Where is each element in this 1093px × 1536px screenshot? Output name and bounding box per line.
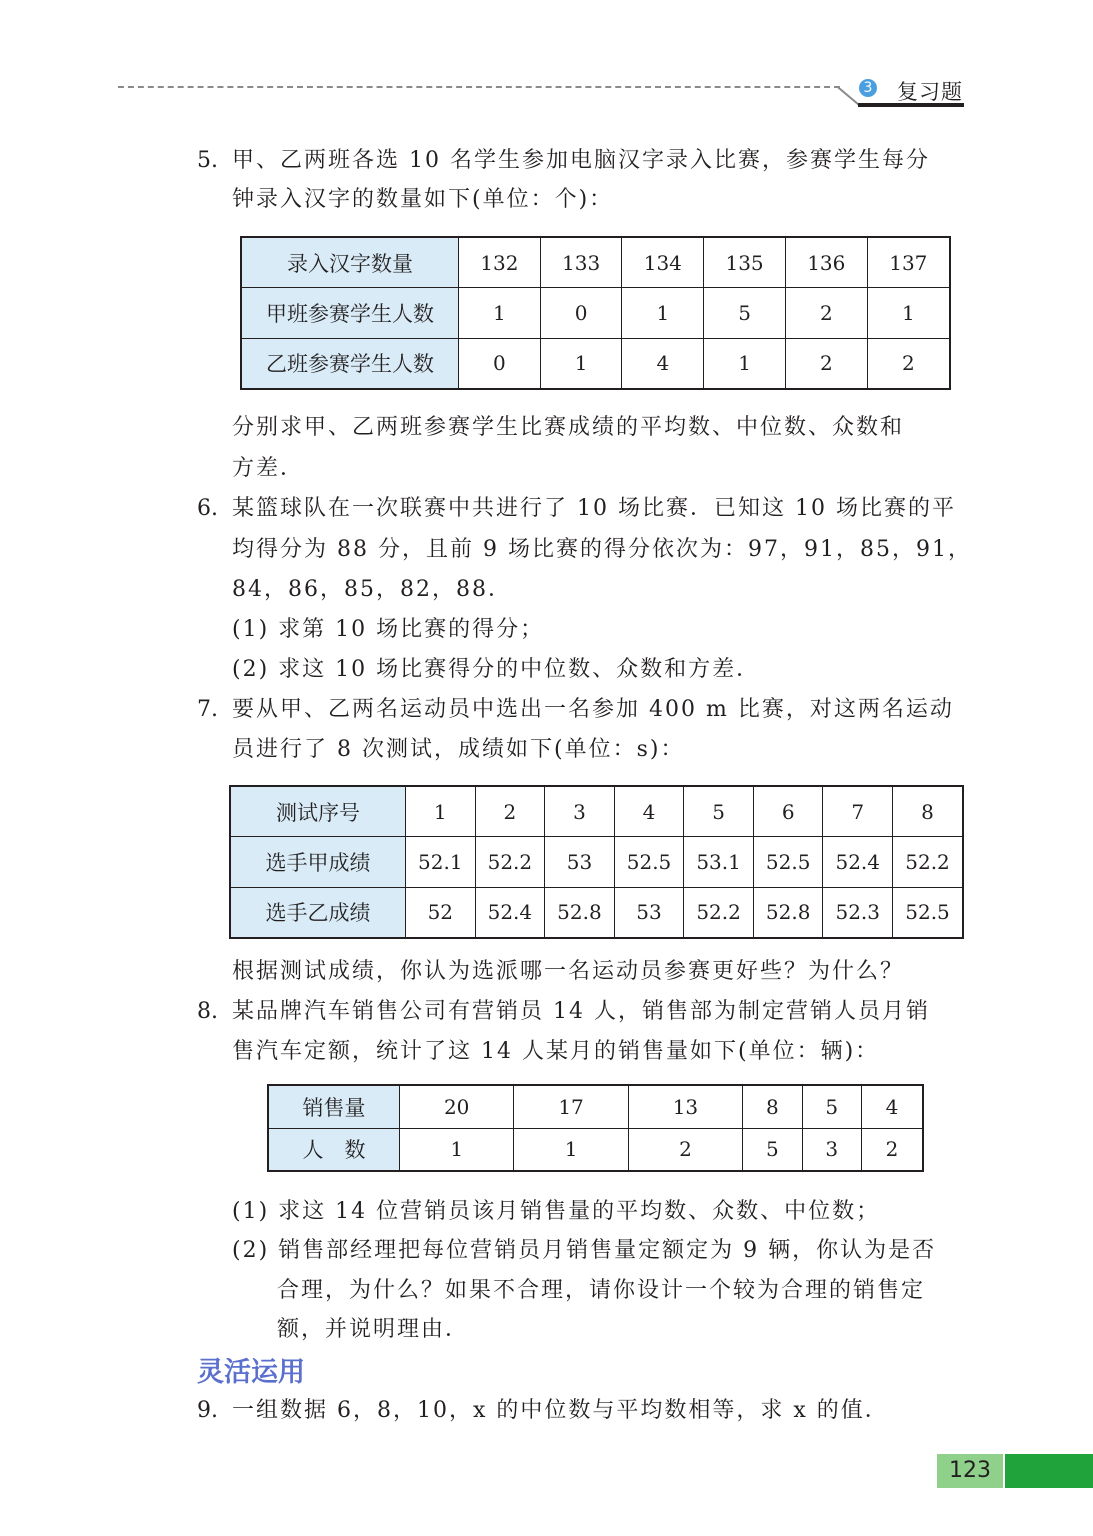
table-cell: 8 <box>743 1085 802 1128</box>
table-cell: 52.4 <box>475 887 545 938</box>
q5-table <box>240 236 951 390</box>
table-header-cell: 人 数 <box>268 1128 400 1171</box>
q6-line-1: 某篮球队在一次联赛中共进行了 10 场比赛．已知这 10 场比赛的平 <box>232 496 956 521</box>
table-cell: 52.3 <box>823 887 893 938</box>
table-cell: 52.5 <box>614 837 684 887</box>
q8-line-1: 某品牌汽车销售公司有营销员 14 人，销售部为制定营销人员月销 <box>232 999 930 1024</box>
table-cell: 53.1 <box>684 837 754 887</box>
table-cell: 133 <box>540 237 622 288</box>
table-cell: 20 <box>400 1085 514 1128</box>
table-header-cell: 选手甲成绩 <box>230 837 406 887</box>
q8-number: 8. <box>197 999 218 1024</box>
table-cell: 5 <box>704 288 786 338</box>
table-cell: 1 <box>704 338 786 389</box>
table-row <box>230 786 963 837</box>
table-cell: 3 <box>545 786 615 837</box>
table-cell: 5 <box>684 786 754 837</box>
table-cell: 2 <box>861 1128 923 1171</box>
table-cell: 2 <box>785 338 867 389</box>
table-header-cell: 录入汉字数量 <box>241 237 459 288</box>
q6-sub-2: (2) 求这 10 场比赛得分的中位数、众数和方差． <box>232 657 761 682</box>
table-cell: 53 <box>614 887 684 938</box>
q5-after-line-1: 分别求甲、乙两班参赛学生比赛成绩的平均数、中位数、众数和 <box>232 415 905 440</box>
table-cell: 52.2 <box>475 837 545 887</box>
q7-line-2: 员进行了 8 次测试，成绩如下(单位：s)： <box>232 737 685 762</box>
table-cell: 1 <box>622 288 704 338</box>
table-header-cell: 选手乙成绩 <box>230 887 406 938</box>
table-cell: 2 <box>475 786 545 837</box>
table-cell: 1 <box>406 786 476 837</box>
table-row <box>230 837 963 887</box>
table-cell: 53 <box>545 837 615 887</box>
table-row <box>230 887 963 938</box>
table-cell: 52 <box>406 887 476 938</box>
table-row <box>268 1128 923 1171</box>
table-row <box>241 338 950 389</box>
table-header-cell: 乙班参赛学生人数 <box>241 338 459 389</box>
table-cell: 4 <box>861 1085 923 1128</box>
table-cell: 7 <box>823 786 893 837</box>
q7-after: 根据测试成绩，你认为选派哪一名运动员参赛更好些？为什么？ <box>232 959 905 984</box>
table-cell: 52.2 <box>893 837 963 887</box>
table-cell: 1 <box>867 288 950 338</box>
q8-sub-2-line-1: (2) 销售部经理把每位营销员月销售量定额定为 9 辆，你认为是否 <box>232 1238 937 1263</box>
q6-line-3: 84，86，85，82，88． <box>232 577 512 602</box>
chapter-number-badge: 3 <box>859 79 877 97</box>
page-number: 123 <box>937 1454 1003 1488</box>
table-header-cell: 甲班参赛学生人数 <box>241 288 459 338</box>
table-cell: 52.8 <box>753 887 823 938</box>
table-cell: 132 <box>459 237 541 288</box>
table-cell: 1 <box>400 1128 514 1171</box>
table-cell: 5 <box>802 1085 861 1128</box>
table-cell: 1 <box>540 338 622 389</box>
table-cell: 6 <box>753 786 823 837</box>
table-cell: 1 <box>514 1128 628 1171</box>
table-cell: 52.4 <box>823 837 893 887</box>
q8-sub-2-line-2: 合理，为什么？如果不合理，请你设计一个较为合理的销售定 <box>277 1278 926 1303</box>
table-cell: 136 <box>785 237 867 288</box>
table-cell: 4 <box>622 338 704 389</box>
q6-sub-1: (1) 求第 10 场比赛的得分； <box>232 617 545 642</box>
table-cell: 5 <box>743 1128 802 1171</box>
table-cell: 134 <box>622 237 704 288</box>
q6-line-2: 均得分为 88 分，且前 9 场比赛的得分依次为：97，91，85，91， <box>232 537 972 562</box>
table-cell: 4 <box>614 786 684 837</box>
table-row <box>268 1085 923 1128</box>
q8-sub-2-line-3: 额，并说明理由． <box>277 1317 470 1342</box>
q8-sub-1: (1) 求这 14 位营销员该月销售量的平均数、众数、中位数； <box>232 1199 881 1224</box>
table-cell: 17 <box>514 1085 628 1128</box>
q7-table <box>229 785 964 939</box>
table-cell: 8 <box>893 786 963 837</box>
header-rule-slant <box>837 86 860 106</box>
table-header-cell: 销售量 <box>268 1085 400 1128</box>
table-cell: 135 <box>704 237 786 288</box>
q8-line-2: 售汽车定额，统计了这 14 人某月的销售量如下(单位：辆)： <box>232 1039 880 1064</box>
q7-line-1: 要从甲、乙两名运动员中选出一名参加 400 m 比赛，对这两名运动 <box>232 697 954 722</box>
table-cell: 2 <box>785 288 867 338</box>
q7-number: 7. <box>197 697 218 722</box>
q5-line-1: 甲、乙两班各选 10 名学生参加电脑汉字录入比赛，参赛学生每分 <box>232 148 930 173</box>
table-cell: 52.5 <box>753 837 823 887</box>
page-number-bar <box>1005 1454 1093 1488</box>
table-cell: 52.8 <box>545 887 615 938</box>
table-cell: 0 <box>459 338 541 389</box>
table-cell: 13 <box>628 1085 742 1128</box>
header-dashed-rule <box>118 86 840 88</box>
table-cell: 137 <box>867 237 950 288</box>
q5-after-line-2: 方差． <box>232 456 305 481</box>
table-cell: 1 <box>459 288 541 338</box>
q8-table <box>267 1084 924 1172</box>
table-cell: 3 <box>802 1128 861 1171</box>
table-cell: 2 <box>628 1128 742 1171</box>
q5-number: 5. <box>197 148 218 173</box>
q9-line-1: 一组数据 6，8，10，x 的中位数与平均数相等，求 x 的值． <box>232 1398 889 1423</box>
section-title: 灵活运用 <box>197 1357 305 1388</box>
q9-number: 9. <box>197 1398 218 1423</box>
table-row <box>241 237 950 288</box>
table-cell: 2 <box>867 338 950 389</box>
table-cell: 52.2 <box>684 887 754 938</box>
q6-number: 6. <box>197 496 218 521</box>
q5-line-2: 钟录入汉字的数量如下(单位：个)： <box>232 187 614 212</box>
header-title: 复习题 <box>897 80 963 104</box>
table-cell: 0 <box>540 288 622 338</box>
table-header-cell: 测试序号 <box>230 786 406 837</box>
table-row <box>241 288 950 338</box>
table-cell: 52.5 <box>893 887 963 938</box>
table-cell: 52.1 <box>406 837 476 887</box>
